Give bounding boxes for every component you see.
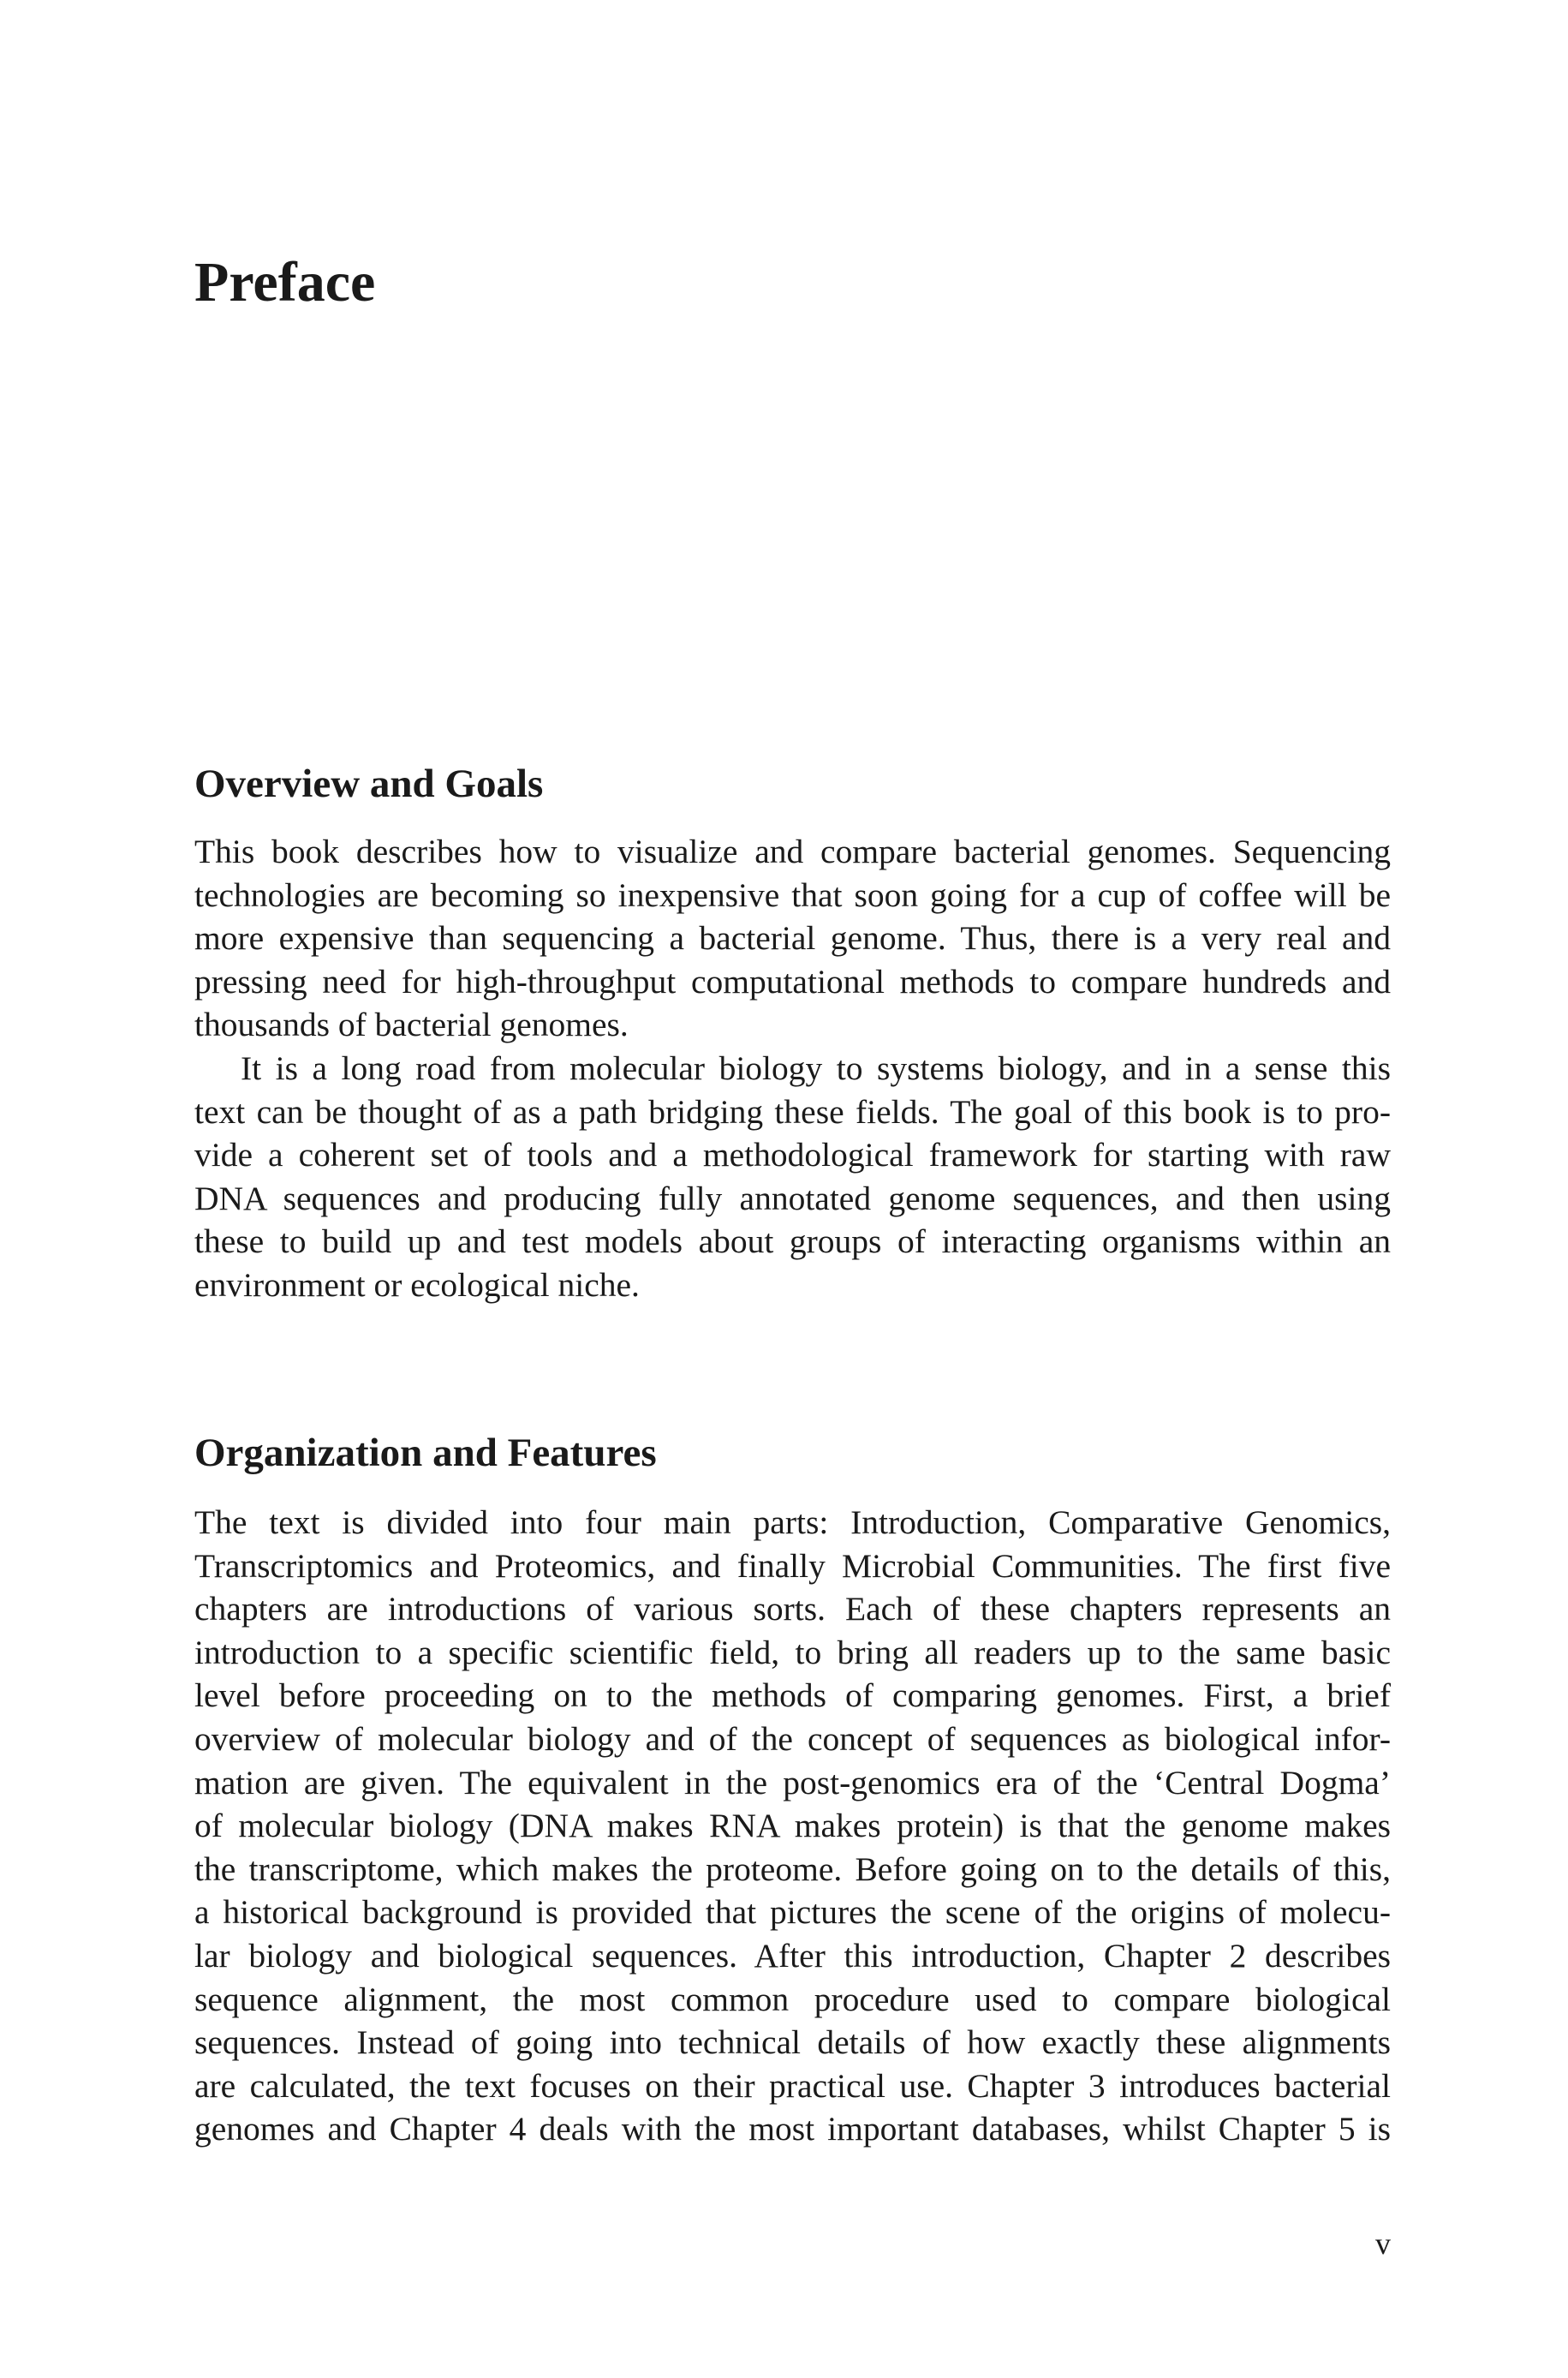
text-line: The text is divided into four main parts: Introduction, Comparative Genomics, [194,1503,1391,1541]
paragraph-overview-2 [194,1047,1391,1307]
text-line: overview of molecular biology and of the concept of sequences as biological infor- [194,1719,1391,1758]
text-line: technologies are becoming so inexpensive that soon going for a cup of coffee will be [194,875,1391,914]
text-line: pressing need for high-throughput computational methods to compare hundreds and [194,962,1391,1001]
text-line: chapters are introductions of various sorts. Each of these chapters represents an [194,1590,1391,1628]
text-line: text can be thought of as a path bridging these fields. The goal of this book is to pro- [194,1092,1391,1131]
text-line: the transcriptome, which makes the proteome. Before going on to the details of this, [194,1849,1391,1888]
text-line: of molecular biology (DNA makes RNA makes protein) is that the genome makes [194,1807,1391,1845]
text-line: a historical background is provided that pictures the scene of the origins of molecu- [194,1893,1391,1932]
text-line: level before proceeding on to the methods of comparing genomes. First, a brief [194,1676,1391,1715]
text-line: these to build up and test models about groups of interacting organisms within an [194,1222,1391,1261]
paragraph-overview-1 [194,830,1391,1047]
section-heading-overview: Overview and Goals [194,762,544,806]
paragraph-organization-1 [194,1501,1391,2151]
page-number: v [1375,2226,1391,2261]
text-line: introduction to a specific scientific field, to bring all readers up to the same basic [194,1633,1391,1671]
page-title: Preface [194,251,376,314]
text-line: thousands of bacterial genomes. [194,1006,629,1044]
section-heading-organization: Organization and Features [194,1431,657,1475]
text-line: sequence alignment, the most common procedure used to compare biological [194,1980,1391,2018]
text-line: It is a long road from molecular biology to systems biology, and in a sense this [241,1049,1391,1087]
text-line: genomes and Chapter 4 deals with the most important databases, whilst Chapter 5 is [194,2110,1391,2148]
text-line: lar biology and biological sequences. After this introduction, Chapter 2 describes [194,1936,1391,1975]
text-line: This book describes how to visualize and compare bacterial genomes. Sequencing [194,833,1391,870]
text-line: more expensive than sequencing a bacterial genome. Thus, there is a very real and [194,919,1391,958]
text-line: mation are given. The equivalent in the post-genomics era of the ‘Central Dogma’ [194,1763,1391,1801]
text-line: sequences. Instead of going into technical details of how exactly these alignments [194,2023,1391,2062]
text-line: vide a coherent set of tools and a methodological framework for starting with raw [194,1136,1391,1174]
text-line: DNA sequences and producing fully annotated genome sequences, and then using [194,1179,1391,1217]
text-line: are calculated, the text focuses on their practical use. Chapter 3 introduces bacterial [194,2066,1391,2105]
text-line: environment or ecological niche. [194,1265,640,1304]
text-line: Transcriptomics and Proteomics, and finally Microbial Communities. The first five [194,1546,1391,1585]
